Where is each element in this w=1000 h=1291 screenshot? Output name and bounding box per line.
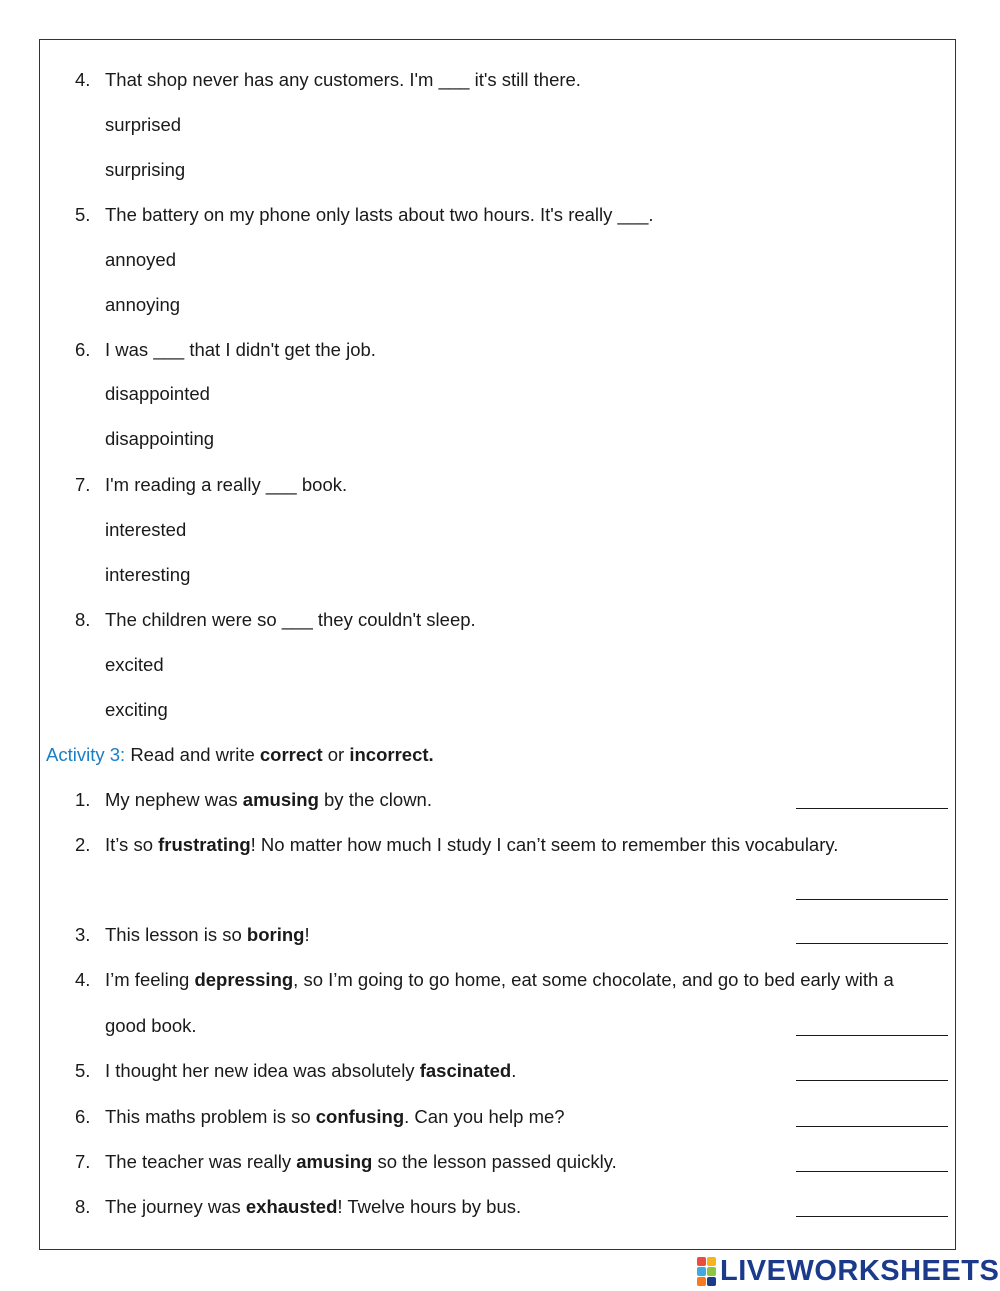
item-number: 6.: [75, 1106, 91, 1127]
logo-text: LIVEWORKSHEETS: [720, 1255, 1000, 1287]
target-word: depressing: [194, 969, 294, 990]
liveworksheets-logo[interactable]: [697, 1256, 999, 1286]
sentence-continuation: good book.: [105, 1015, 197, 1036]
answer-option[interactable]: annoyed: [105, 249, 176, 270]
answer-option[interactable]: disappointing: [105, 428, 215, 449]
sentence: This maths problem is so confusing. Can you help me?: [105, 1106, 565, 1127]
item-number: 3.: [75, 924, 91, 945]
item-number: 1.: [75, 789, 91, 810]
question-text: I'm reading a really ___ book.: [105, 474, 348, 495]
item-number: 7.: [75, 1151, 91, 1172]
sentence: The journey was exhausted! Twelve hours by bus.: [105, 1196, 522, 1217]
activity-label: Activity 3:: [46, 744, 126, 765]
answer-option[interactable]: interested: [105, 519, 187, 540]
logo-block: [697, 1277, 706, 1286]
activity-3-heading: [46, 744, 434, 766]
keyword-incorrect: incorrect.: [349, 744, 434, 765]
instruction-text: Read and write: [130, 744, 260, 765]
sentence: This lesson is so boring!: [105, 924, 310, 945]
answer-blank[interactable]: [796, 943, 948, 944]
target-word: frustrating: [158, 834, 251, 855]
item-number: 8.: [75, 609, 91, 630]
answer-blank[interactable]: [796, 1126, 948, 1127]
sentence: I thought her new idea was absolutely fascinated.: [105, 1060, 517, 1081]
sentence: It’s so frustrating! No matter how much I study I can’t seem to remember this vocabulary.: [105, 834, 839, 855]
item-number: 6.: [75, 339, 91, 360]
logo-block: [697, 1257, 706, 1266]
question-text: The children were so ___ they couldn't sleep.: [105, 609, 476, 630]
logo-block: [707, 1257, 716, 1266]
answer-blank[interactable]: [796, 899, 948, 900]
answer-option[interactable]: interesting: [105, 564, 191, 585]
answer-option[interactable]: surprising: [105, 159, 186, 180]
target-word: fascinated: [419, 1060, 512, 1081]
answer-option[interactable]: surprised: [105, 114, 182, 135]
logo-block: [697, 1267, 706, 1276]
item-number: 2.: [75, 834, 91, 855]
item-number: 4.: [75, 69, 91, 90]
answer-blank[interactable]: [796, 1171, 948, 1172]
answer-blank[interactable]: [796, 1080, 948, 1081]
question-text: That shop never has any customers. I'm ___ it's still there.: [105, 69, 581, 90]
answer-option[interactable]: annoying: [105, 294, 181, 315]
question-text: The battery on my phone only lasts about two hours. It's really ___.: [105, 204, 654, 225]
logo-block: [707, 1277, 716, 1286]
answer-option[interactable]: disappointed: [105, 383, 210, 404]
answer-blank[interactable]: [796, 1035, 948, 1036]
item-number: 4.: [75, 969, 91, 990]
question-text: I was ___ that I didn't get the job.: [105, 339, 376, 360]
logo-block: [707, 1267, 716, 1276]
target-word: amusing: [242, 789, 319, 810]
keyword-correct: correct: [259, 744, 323, 765]
target-word: confusing: [315, 1106, 405, 1127]
instruction-or: or: [322, 744, 350, 765]
answer-option[interactable]: exciting: [105, 699, 168, 720]
item-number: 5.: [75, 1060, 91, 1081]
answer-option[interactable]: excited: [105, 654, 164, 675]
target-word: boring: [246, 924, 305, 945]
sentence: The teacher was really amusing so the lesson passed quickly.: [105, 1151, 617, 1172]
sentence: I’m feeling depressing, so I’m going to go home, eat some chocolate, and go to bed early with a: [105, 969, 894, 990]
target-word: exhausted: [245, 1196, 338, 1217]
answer-blank[interactable]: [796, 1216, 948, 1217]
item-number: 5.: [75, 204, 91, 225]
sentence: My nephew was amusing by the clown.: [105, 789, 432, 810]
answer-blank[interactable]: [796, 808, 948, 809]
item-number: 8.: [75, 1196, 91, 1217]
target-word: amusing: [296, 1151, 373, 1172]
item-number: 7.: [75, 474, 91, 495]
logo-icon: [697, 1257, 716, 1286]
